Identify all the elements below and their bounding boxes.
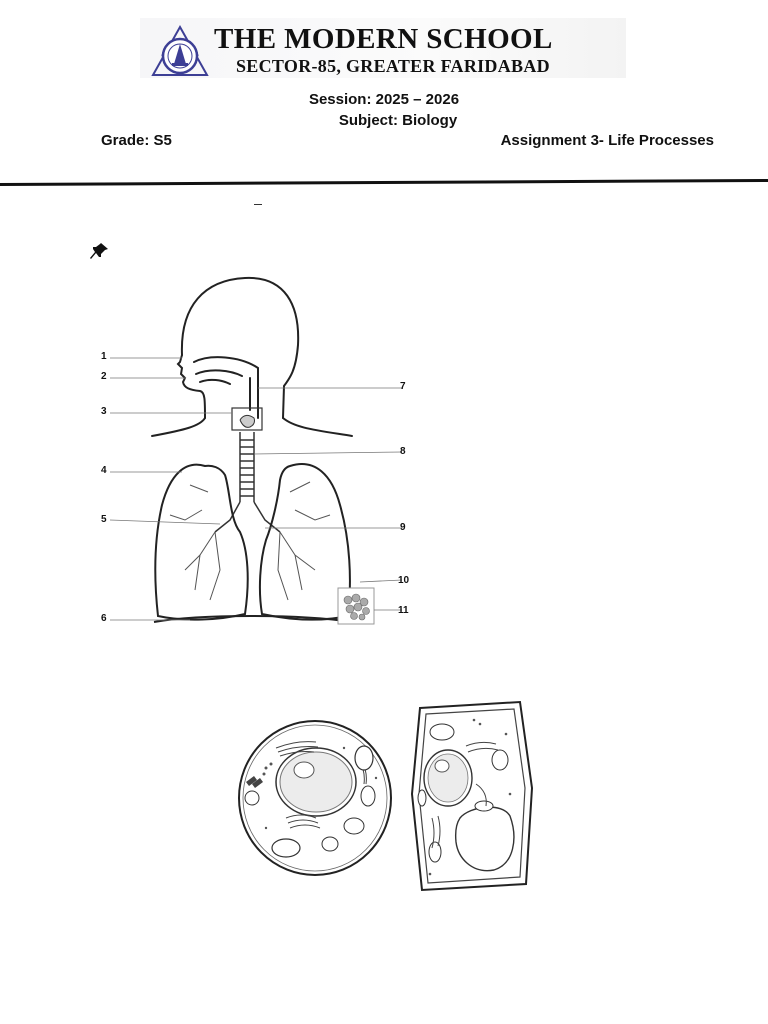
grade-text: Grade: S5 [101,132,172,149]
diagram-label-5: 5 [101,514,107,525]
diagram-label-6: 6 [101,613,107,624]
diagram-label-1: 1 [101,351,107,362]
diagram-label-10: 10 [398,575,410,586]
pushpin-icon [90,242,110,260]
diagram-label-3: 3 [101,406,107,417]
diagram-label-11: 11 [398,605,409,616]
header-divider [0,179,768,186]
diagram-label-8: 8 [400,446,406,457]
plant-cell-icon [410,698,538,894]
school-crest-icon [150,24,210,78]
diagram-label-9: 9 [400,522,406,533]
blank-dash [254,204,262,205]
school-name: THE MODERN SCHOOL [214,23,553,55]
subject-text: Subject: Biology [338,112,458,129]
diagram-label-2: 2 [101,371,107,382]
school-address: SECTOR-85, GREATER FARIDABAD [236,56,550,76]
assignment-title: Assignment 3- Life Processes [500,132,714,149]
animal-cell-icon [236,718,394,878]
session-text: Session: 2025 – 2026 [308,91,460,108]
diagram-label-4: 4 [101,465,107,476]
respiratory-system-diagram [90,270,420,640]
diagram-label-7: 7 [400,381,406,392]
